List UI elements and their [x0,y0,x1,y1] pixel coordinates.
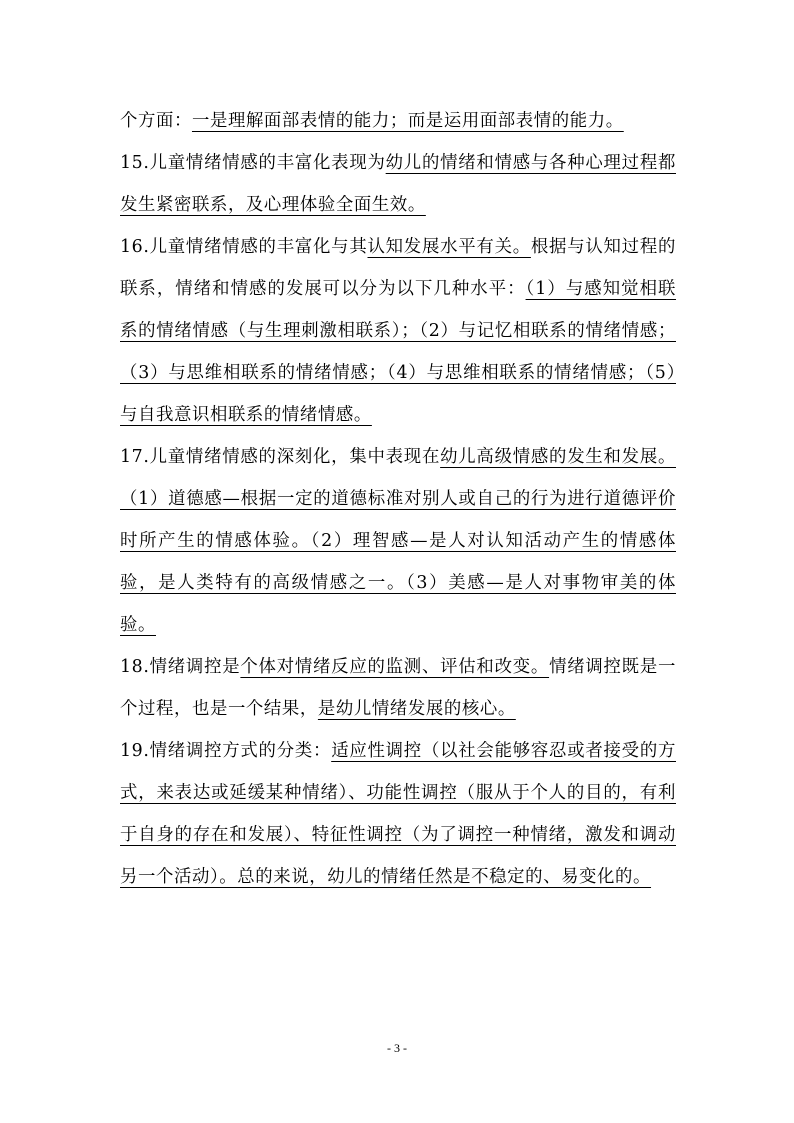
underlined-text: 认知发展水平有关。 [367,237,531,257]
paragraph-p16 [120,226,676,436]
underlined-text: （1）与感知觉相联系的情绪情感（与生理刺激相联系）；（2）与记忆相联系的情绪情感；（3）与思维相联系的情绪情感；（4）与思维相联系的情绪情感；（5）与自我意识相联系的情绪情感。 [120,279,677,425]
underlined-text: 是幼儿情绪发展的核心。 [317,699,516,719]
paragraph-p15 [120,142,676,226]
text-run: 15.儿童情绪情感的丰富化表现为 [120,153,386,173]
underlined-text: 幼儿的情绪和情感与各种心理过程都发生紧密联系，及心理体验全面生效。 [120,153,676,215]
text-run: 根据与认知过程的联系，情绪和情感的发展可以分为以下几种水平： [120,237,676,299]
underlined-text: 适应性调控（以社会能够容忍或者接受的方式，来表达或延缓某种情绪）、功能性调控（服从于个人的目的，有利于自身的存在和发展）、特征性调控（为了调控一种情绪，激发和调动另一个活动）。总的来说，幼儿的情绪任然是不稳定的、易变化的。 [120,741,676,887]
text-run: 18.情绪调控是 [120,657,241,677]
page-number: - 3 - [387,1041,407,1055]
paragraph-p18 [120,646,676,730]
document-body [120,100,676,898]
underlined-text: 个体对情绪反应的监测、评估和改变。 [240,657,550,677]
paragraph-p17 [120,436,676,646]
text-run: 情绪调控既是一个过程，也是一个结果， [120,657,676,719]
text-run: 17.儿童情绪情感的深刻化，集中表现在 [120,447,441,467]
underlined-text: 一是理解面部表情的能力；而是运用面部表情的能力。 [191,111,624,131]
text-run: 个方面： [120,111,192,131]
paragraph-p14-tail [120,100,676,142]
text-run: 16.儿童情绪情感的丰富化与其 [120,237,368,257]
underlined-text: 幼儿高级情感的发生和发展。（1）道德感—根据一定的道德标准对别人或自己的行为进行道德评价时所产生的情感体验。（2）理智感—是人对认知活动产生的情感体验，是人类特有的高级情感之一。（3）美感—是人对事物审美的体验。 [120,447,676,635]
paragraph-p19 [120,730,676,898]
text-run: 19.情绪调控方式的分类： [120,741,332,761]
